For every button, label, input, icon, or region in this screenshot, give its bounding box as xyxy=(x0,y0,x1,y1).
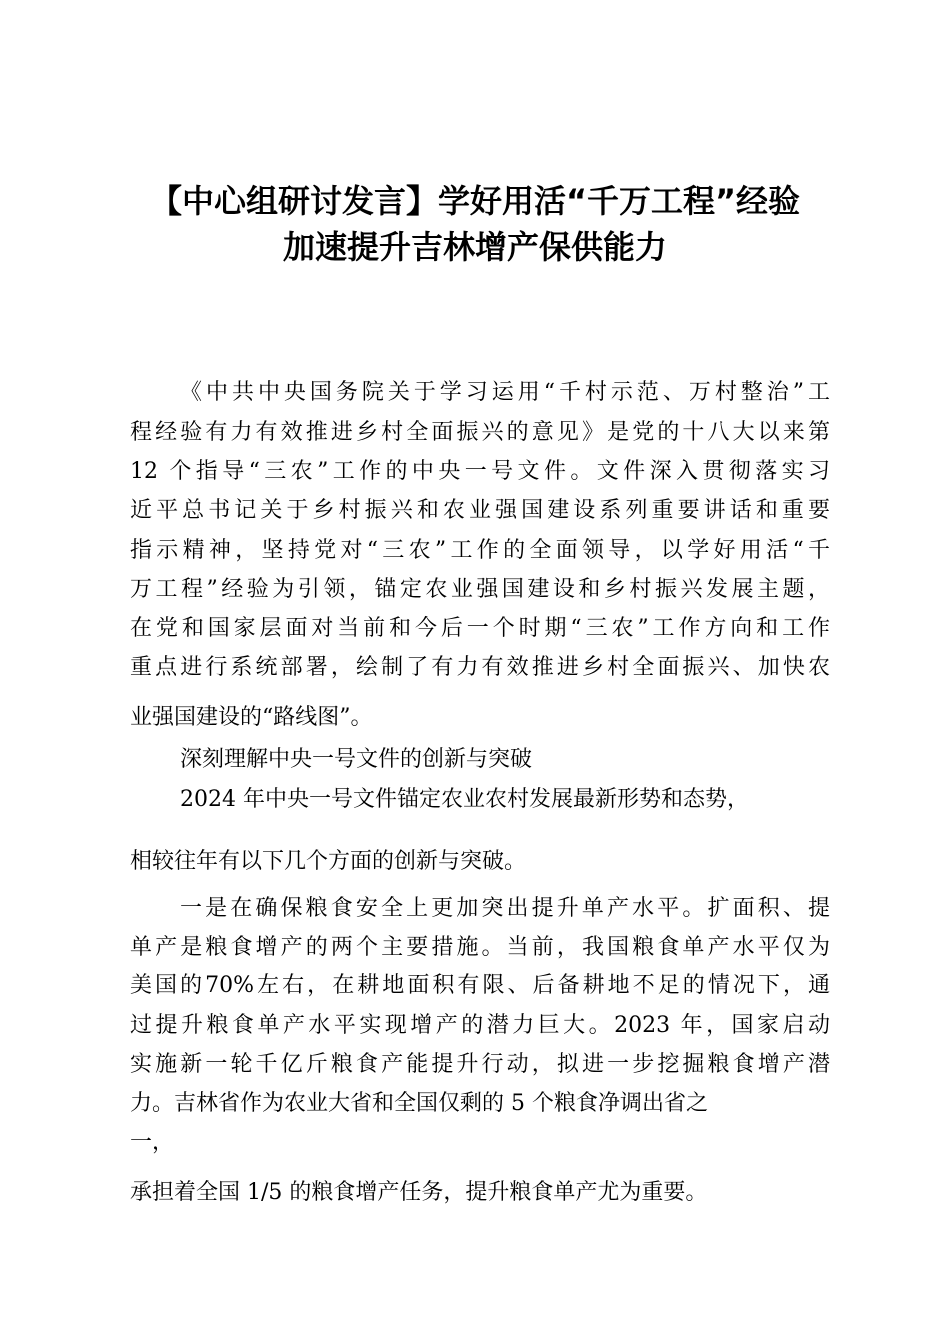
body-line: 业强国建设的“路线图”。 xyxy=(130,705,373,730)
body-line: 近平总书记关于乡村振兴和农业强国建设系列重要讲话和重要 xyxy=(130,498,830,523)
body-line: 2024 年中央一号文件锚定农业农村发展最新形势和态势， xyxy=(180,787,749,812)
body-line: 指示精神，坚持党对“三农”工作的全面领导，以学好用活“千 xyxy=(130,538,830,563)
body-line: 过提升粮食单产水平实现增产的潜力巨大。2023 年，国家启动 xyxy=(130,1013,830,1038)
document-title-line-1: 【中心组研讨发言】学好用活“千万工程”经验 xyxy=(149,182,801,220)
body-line: 程经验有力有效推进乡村全面振兴的意见》是党的十八大以来第 xyxy=(130,420,830,445)
body-line: 在党和国家层面对当前和今后一个时期“三农”工作方向和工作 xyxy=(130,616,830,641)
body-line: 相较往年有以下几个方面的创新与突破。 xyxy=(130,849,527,874)
document-title-line-2: 加速提升吉林增产保供能力 xyxy=(282,228,667,266)
body-line: 万工程”经验为引领，锚定农业强国建设和乡村振兴发展主题， xyxy=(130,577,830,602)
section-heading: 深刻理解中央一号文件的创新与突破 xyxy=(180,747,533,772)
body-line: 《中共中央国务院关于学习运用“千村示范、万村整治”工 xyxy=(180,380,830,405)
body-line: 一， xyxy=(130,1130,175,1155)
body-line: 承担着全国 1/5 的粮食增产任务，提升粮食单产尤为重要。 xyxy=(130,1180,708,1205)
body-line: 美国的70%左右，在耕地面积有限、后备耕地不足的情况下，通 xyxy=(130,973,830,998)
body-line: 一是在确保粮食安全上更加突出提升单产水平。扩面积、提 xyxy=(180,896,830,921)
body-line: 12 个指导“三农”工作的中央一号文件。文件深入贯彻落实习 xyxy=(130,459,830,484)
body-line: 重点进行系统部署，绘制了有力有效推进乡村全面振兴、加快农 xyxy=(130,655,830,680)
body-line: 单产是粮食增产的两个主要措施。当前，我国粮食单产水平仅为 xyxy=(130,935,830,960)
body-line: 实施新一轮千亿斤粮食产能提升行动，拟进一步挖掘粮食增产潜 xyxy=(130,1052,830,1077)
body-line: 力。吉林省作为农业大省和全国仅剩的 5 个粮食净调出省之 xyxy=(130,1091,708,1116)
